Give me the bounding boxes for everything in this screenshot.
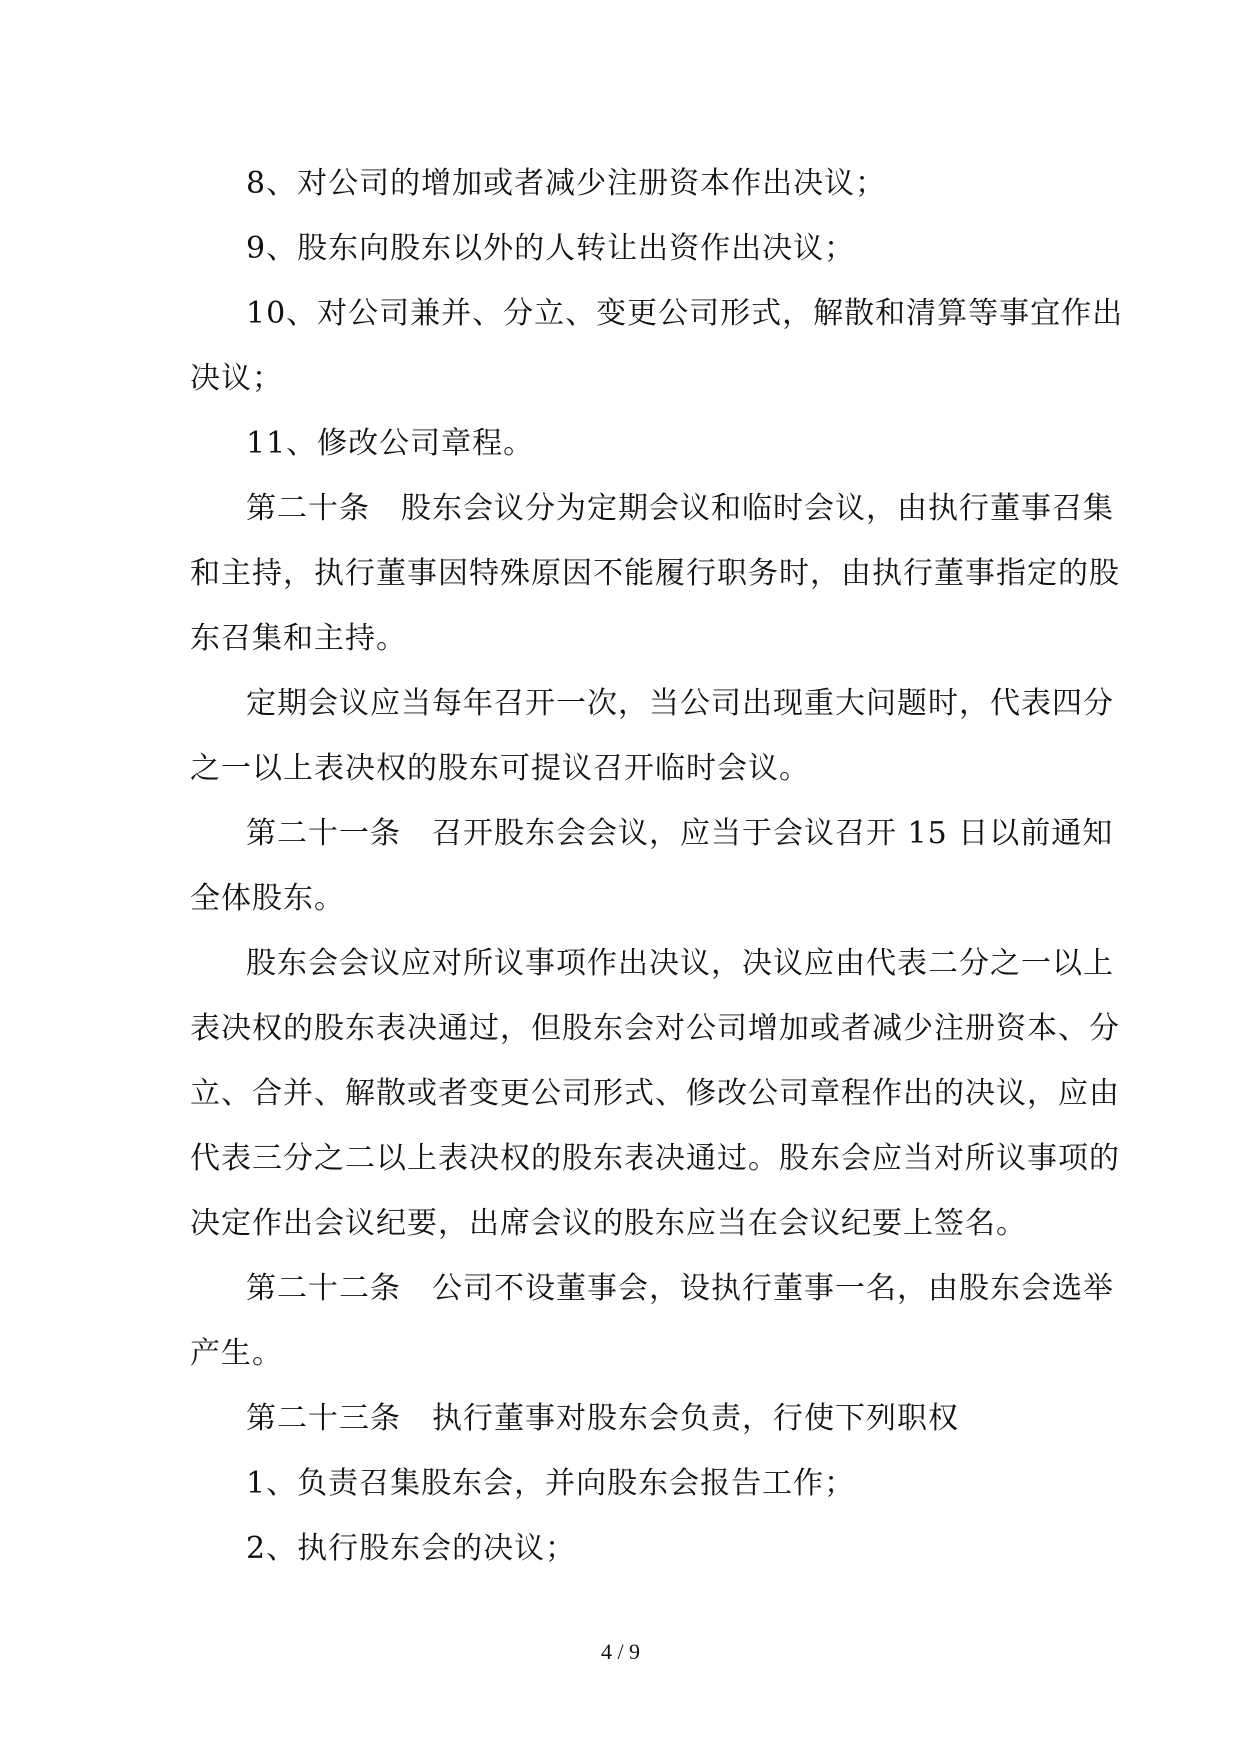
text-line: 10、对公司兼并、分立、变更公司形式，解散和清算等事宜作出	[246, 296, 1124, 331]
text-line: 产生。	[190, 1336, 283, 1371]
text-line: 第二十一条 召开股东会会议，应当于会议召开 15 日以前通知	[246, 816, 1114, 851]
text-line: 第二十条 股东会议分为定期会议和临时会议，由执行董事召集	[246, 491, 1114, 526]
text-line: 定期会议应当每年召开一次，当公司出现重大问题时，代表四分	[246, 686, 1114, 721]
text-line: 11、修改公司章程。	[246, 426, 535, 461]
text-line: 代表三分之二以上表决权的股东表决通过。股东会应当对所议事项的	[190, 1141, 1120, 1176]
text-line: 东召集和主持。	[190, 621, 407, 656]
text-line: 9、股东向股东以外的人转让出资作出决议；	[246, 231, 856, 266]
text-line: 决议；	[190, 361, 283, 396]
text-line: 股东会会议应对所议事项作出决议，决议应由代表二分之一以上	[246, 946, 1114, 981]
page-number: 4 / 9	[600, 1639, 641, 1664]
text-line: 2、执行股东会的决议；	[246, 1531, 577, 1566]
text-line: 第二十二条 公司不设董事会，设执行董事一名，由股东会选举	[246, 1271, 1114, 1306]
text-line: 8、对公司的增加或者减少注册资本作出决议；	[246, 166, 887, 201]
text-line: 1、负责召集股东会，并向股东会报告工作；	[246, 1466, 856, 1501]
text-line: 之一以上表决权的股东可提议召开临时会议。	[190, 751, 810, 786]
text-line: 全体股东。	[190, 881, 345, 916]
text-line: 立、合并、解散或者变更公司形式、修改公司章程作出的决议，应由	[190, 1076, 1120, 1111]
text-line: 第二十三条 执行董事对股东会负责，行使下列职权	[246, 1401, 959, 1436]
text-line: 决定作出会议纪要，出席会议的股东应当在会议纪要上签名。	[190, 1206, 1027, 1241]
text-line: 表决权的股东表决通过，但股东会对公司增加或者减少注册资本、分	[190, 1011, 1120, 1046]
text-line: 和主持，执行董事因特殊原因不能履行职务时，由执行董事指定的股	[190, 556, 1120, 591]
